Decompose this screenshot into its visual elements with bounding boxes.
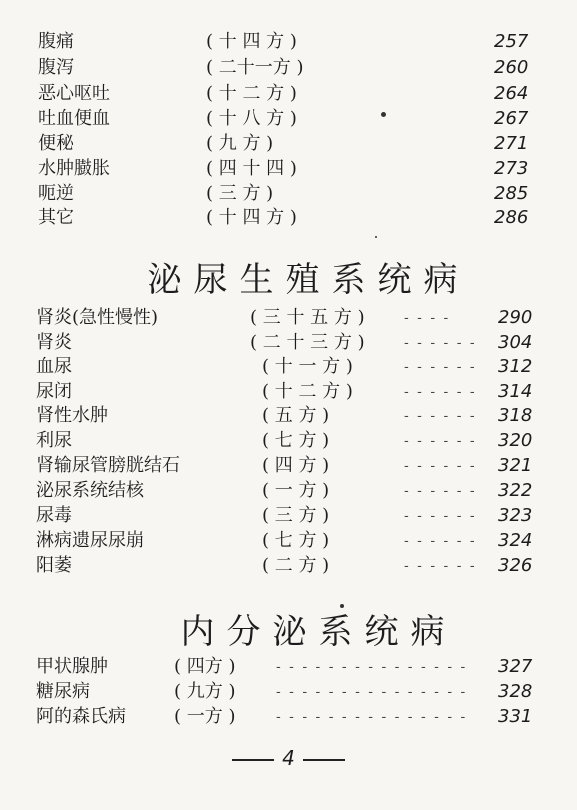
entry-count: ( 三 十 五 方 ) (250, 307, 365, 328)
toc-entry (36, 680, 546, 704)
entry-page: 304 (498, 332, 533, 353)
scan-speck (381, 112, 386, 117)
leader-dots: - - - - - - (404, 558, 477, 574)
toc-entry (36, 380, 546, 404)
entry-count: ( 十 二 方 ) (262, 381, 353, 402)
entry-page: 328 (498, 681, 533, 702)
entry-name: 吐血便血 (38, 108, 110, 129)
entry-name: 便秘 (38, 133, 74, 154)
entry-name: 恶心呕吐 (38, 83, 110, 104)
scan-speck (375, 236, 377, 238)
leader-dots: - - - - - - - - - - - - - - - (276, 659, 468, 675)
toc-entry (36, 355, 546, 379)
entry-page: 314 (498, 381, 533, 402)
toc-entry (36, 306, 546, 330)
entry-name: 肾性水肿 (36, 405, 108, 426)
entry-count: ( 十 二 方 ) (206, 83, 297, 104)
entry-count: ( 十 四 方 ) (206, 31, 297, 52)
entry-name: 糖尿病 (36, 681, 90, 702)
entry-name: 其它 (38, 207, 74, 228)
entry-page: 331 (498, 706, 533, 727)
entry-page: 271 (494, 133, 529, 154)
entry-count: ( 十 八 方 ) (206, 108, 297, 129)
toc-entry (36, 479, 546, 503)
entry-name: 利尿 (36, 430, 72, 451)
entry-page: 322 (498, 480, 533, 501)
toc-entry (36, 454, 546, 478)
entry-count: ( 二 十 三 方 ) (250, 332, 365, 353)
entry-name: 水肿臌胀 (38, 158, 110, 179)
entry-count: ( 七 方 ) (262, 530, 330, 551)
entry-page: 267 (494, 108, 529, 129)
entry-name: 尿毒 (36, 505, 72, 526)
entry-name: 肾输尿管膀胱结石 (36, 455, 180, 476)
section-heading: 内分泌系统病 (180, 612, 457, 652)
entry-page: 321 (498, 455, 533, 476)
entry-name: 呃逆 (38, 183, 74, 204)
leader-dots: - - - - - - - - - - - - - - - (276, 709, 468, 725)
leader-dots: - - - - - - (404, 408, 477, 424)
page-number (0, 746, 577, 770)
leader-dots: - - - - - - (404, 433, 477, 449)
toc-entry (36, 331, 546, 355)
leader-dots: - - - - - - (404, 384, 477, 400)
toc-entry (36, 655, 546, 679)
entry-page: 285 (494, 183, 529, 204)
entry-page: 290 (498, 307, 533, 328)
toc-entry (36, 404, 546, 428)
entry-name: 甲状腺肿 (36, 656, 108, 677)
leader-dots: - - - - - - (404, 335, 477, 351)
entry-count: ( 十 一 方 ) (262, 356, 353, 377)
leader-dots: - - - - - - (404, 359, 477, 375)
toc-entry (36, 504, 546, 528)
entry-page: 273 (494, 158, 529, 179)
toc-entry (36, 429, 546, 453)
entry-name: 阳萎 (36, 555, 72, 576)
toc-entry (38, 206, 538, 230)
scan-speck (340, 604, 344, 608)
entry-count: ( 九 方 ) (206, 133, 274, 154)
entry-name: 腹痛 (38, 31, 74, 52)
entry-count: ( 四 十 四 ) (206, 158, 297, 179)
entry-page: 312 (498, 356, 533, 377)
entry-page: 326 (498, 555, 533, 576)
entry-count: ( 二十一方 ) (206, 57, 304, 78)
toc-entry (38, 107, 538, 131)
entry-name: 腹泻 (38, 57, 74, 78)
rule-left (232, 759, 274, 761)
entry-name: 肾炎(急性慢性) (36, 307, 159, 328)
page-number-text: 4 (282, 746, 295, 770)
toc-entry (38, 157, 538, 181)
leader-dots: - - - - - - (404, 533, 477, 549)
entry-page: 257 (494, 31, 529, 52)
entry-count: ( 九方 ) (174, 681, 236, 702)
entry-count: ( 四 方 ) (262, 455, 330, 476)
section-heading: 泌尿生殖系统病 (147, 260, 470, 300)
toc-entry (38, 30, 538, 54)
entry-name: 血尿 (36, 356, 72, 377)
entry-count: ( 一方 ) (174, 706, 236, 727)
leader-dots: - - - - - - (404, 508, 477, 524)
toc-entry (38, 56, 538, 80)
entry-name: 肾炎 (36, 332, 72, 353)
entry-name: 阿的森氏病 (36, 706, 126, 727)
entry-page: 320 (498, 430, 533, 451)
entry-page: 324 (498, 530, 533, 551)
entry-count: ( 七 方 ) (262, 430, 330, 451)
leader-dots: - - - - - - (404, 483, 477, 499)
entry-count: ( 一 方 ) (262, 480, 330, 501)
entry-count: ( 四方 ) (174, 656, 236, 677)
entry-page: 264 (494, 83, 529, 104)
toc-entry (38, 132, 538, 156)
entry-count: ( 十 四 方 ) (206, 207, 297, 228)
entry-count: ( 二 方 ) (262, 555, 330, 576)
toc-entry (36, 529, 546, 553)
leader-dots: - - - - - - (404, 458, 477, 474)
entry-page: 260 (494, 57, 529, 78)
entry-name: 泌尿系统结核 (36, 480, 144, 501)
toc-entry (36, 554, 546, 578)
leader-dots: - - - - - - - - - - - - - - - (276, 684, 468, 700)
entry-page: 318 (498, 405, 533, 426)
leader-dots: - - - - (404, 310, 451, 326)
entry-page: 323 (498, 505, 533, 526)
entry-name: 尿闭 (36, 381, 72, 402)
entry-count: ( 三 方 ) (206, 183, 274, 204)
entry-page: 286 (494, 207, 529, 228)
entry-count: ( 五 方 ) (262, 405, 330, 426)
rule-right (303, 759, 345, 761)
entry-page: 327 (498, 656, 533, 677)
toc-entry (38, 82, 538, 106)
toc-entry (36, 705, 546, 729)
entry-name: 淋病遗尿尿崩 (36, 530, 144, 551)
toc-entry (38, 182, 538, 206)
entry-count: ( 三 方 ) (262, 505, 330, 526)
